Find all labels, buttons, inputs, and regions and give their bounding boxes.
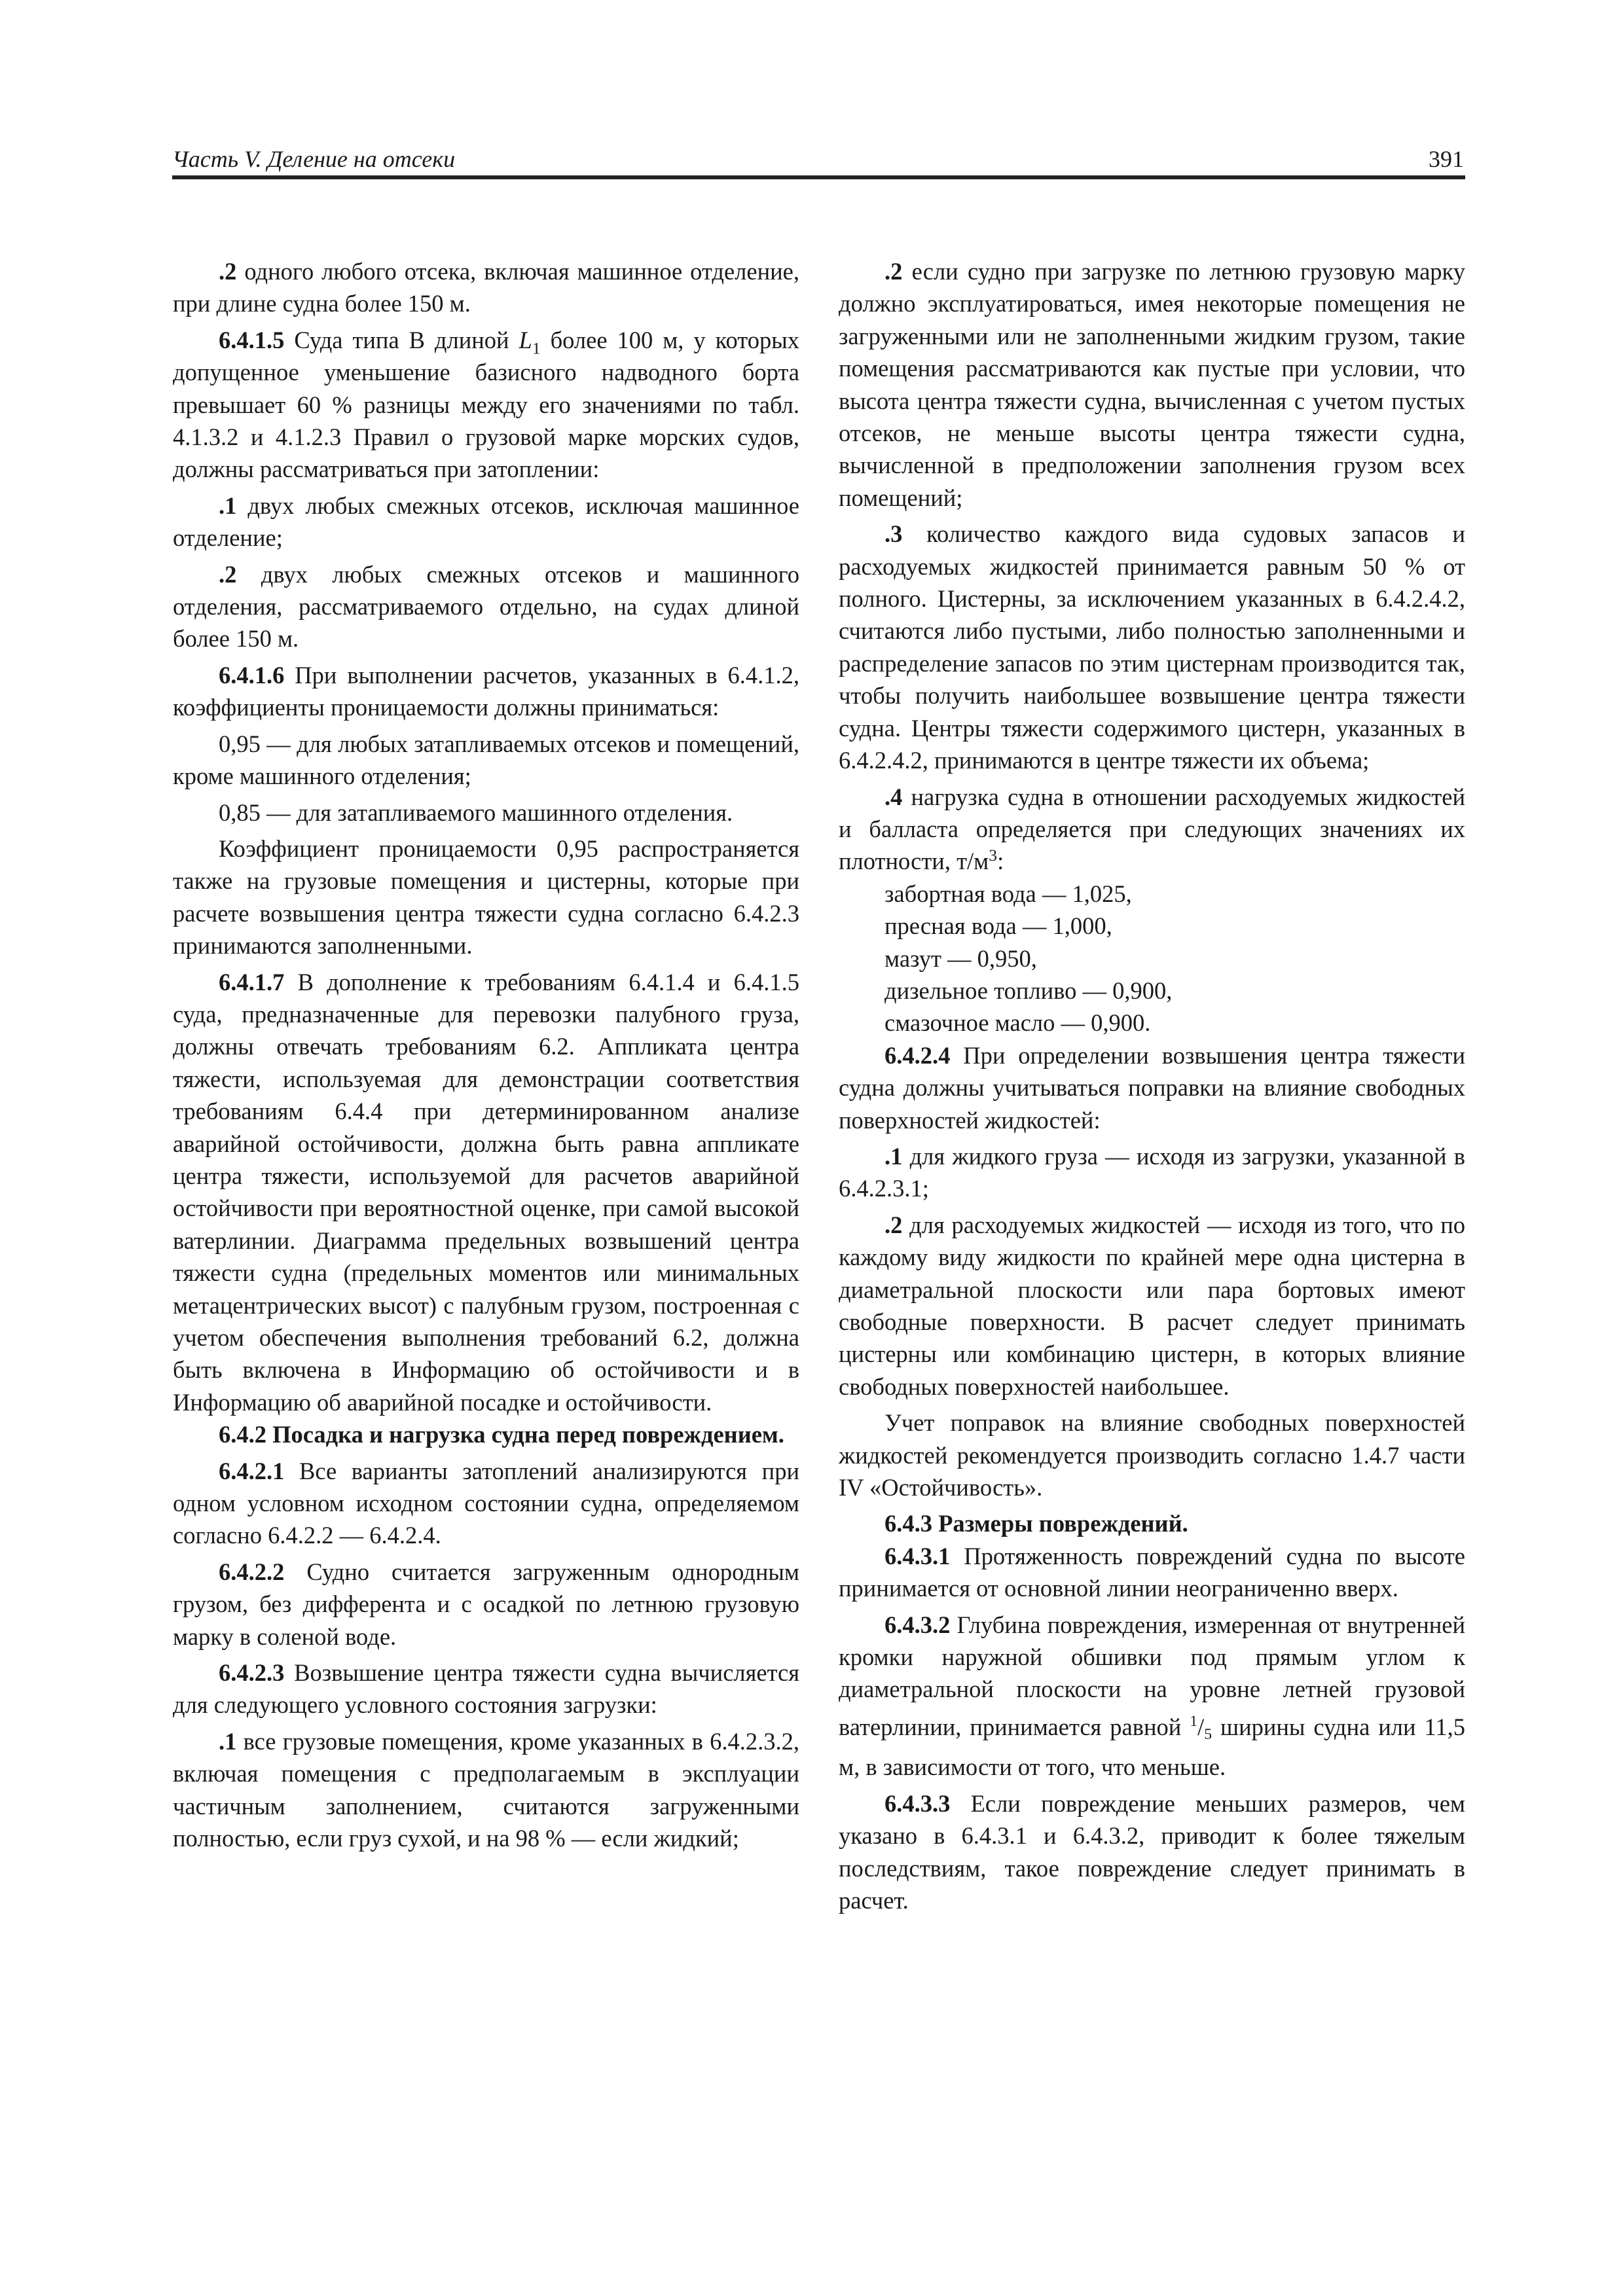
paragraph: 6.4.1.6 При выполнении расчетов, указанных в 6.4.1.2, коэффициенты проницаемости должны приниматься: — [173, 661, 799, 721]
paragraph: .3 количество каждого вида судовых запасов и расходуемых жидкостей принимается равным 50 % от полного. Цистерны, за исключением указанных в 6.4.2.4.2, считаются либо пустыми, либо полностью заполненными и распределение запасов по этим цистернам производится так, чтобы получить наибольшее возвышение центра тяжести судна. Центры тяжести содержимого цистерн, указанных в 6.4.2.4.2, принимаются в центре тяжести их объема; — [839, 520, 1465, 774]
fraction-numerator: 1 — [1190, 1712, 1198, 1730]
paragraph: 6.4.2.1 Все варианты затоплений анализируются при одном условном исходном состоянии судна, определяемом согласно 6.4.2.2 — 6.4.2.4. — [173, 1457, 799, 1549]
paragraph: 0,85 — для затапливаемого машинного отделения. — [219, 798, 733, 826]
paragraph: .1 двух любых смежных отсеков, исключая машинное отделение; — [173, 492, 799, 552]
paragraph: 6.4.3.3 Если повреждение меньших размеров, чем указано в 6.4.3.1 и 6.4.3.2, приводит к более тяжелым последствиям, такое повреждение следует принимать в расчет. — [839, 1789, 1465, 1914]
paragraph: 6.4.1.5 Суда типа B длиной $L_1$ более 100 м, у которых допущенное уменьшение базисного надводного борта превышает 60 % разницы между его значениями по табл. 4.1.3.2 и 4.1.2.3 Правил о грузовой марке морских судов, должны рассматриваться при затоплении: — [173, 326, 799, 483]
page-number: 391 — [1429, 146, 1464, 172]
paragraph: .2 если судно при загрузке по летнюю грузовую марку должно эксплуатироваться, имея некоторые помещения не загруженными или не заполненными жидким грузом, такие помещения рассматриваются как пустые при условии, что высота центра тяжести судна, вычисленная с учетом пустых отсеков, не меньше высоты центра тяжести судна, вычисленной в предположении заполнения грузом всех помещений; — [839, 258, 1465, 511]
paragraph: .2 для расходуемых жидкостей — исходя из того, что по каждому виду жидкости по крайней мере одна цистерна в диаметральной плоскости или пара бортовых имеют свободные поверхности. В расчет следует принимать цистерны или комбинацию цистерн, в которых влияние свободных поверхностей наибольшее. — [839, 1211, 1465, 1400]
paragraph: 0,95 — для любых затапливаемых отсеков и помещений, кроме машинного отделения; — [173, 730, 799, 790]
paragraph: Коэффициент проницаемости 0,95 распространяется также на грузовые помещения и цистерны, которые при расчете возвышения центра тяжести судна согласно 6.4.2.3 принимаются заполненными. — [173, 834, 799, 960]
list-item: дизельное топливо — 0,900, — [884, 977, 1173, 1004]
paragraph: 6.4.2.4 При определении возвышения центра тяжести судна должны учитываться поправки на влияние свободных поверхностей жидкостей: — [839, 1041, 1465, 1134]
paragraph: 6.4.3.1 Протяженность повреждений судна по высоте принимается от основной линии неограниченно вверх. — [839, 1542, 1465, 1602]
left-column — [173, 255, 799, 1855]
list-item: мазут — 0,950, — [884, 944, 1037, 972]
paragraph: 6.4.3.2 Глубина повреждения, измеренная от внутренней кромки наружной обшивки под прямым углом к диаметральной плоскости на уровне летней грузовой ватерлинии, принимается равной $^1$/5 ширины судна или 11,5 м, в зависимости от того, что меньше. — [839, 1611, 1465, 1781]
paragraph: .2 одного любого отсека, включая машинное отделение, при длине судна более 150 м. — [173, 258, 799, 317]
right-column — [839, 255, 1465, 1916]
page-header — [172, 147, 1465, 179]
list-item: смазочное масло — 0,900. — [884, 1009, 1151, 1037]
running-title: Часть V. Деление на отсеки — [172, 146, 456, 172]
paragraph: 6.4.2.2 Судно считается загруженным однородным грузом, без дифферента и с осадкой по летнюю грузовую марку в соленой воде. — [173, 1558, 799, 1650]
paragraph: Учет поправок на влияние свободных поверхностей жидкостей рекомендуется производить согласно 1.4.7 части IV «Остойчивость». — [839, 1409, 1465, 1501]
paragraph: 6.4.1.7 В дополнение к требованиям 6.4.1.4 и 6.4.1.5 суда, предназначенные для перевозки палубного груза, должны отвечать требованиям 6.2. Аппликата центра тяжести, используемая для демонстрации соответствия требованиям 6.4.4 при детерминированном анализе аварийной остойчивости, должна быть равна аппликате центра тяжести, используемой для расчетов аварийной остойчивости при вероятностной оценке, при самой высокой ватерлинии. Диаграмма предельных возвышений центра тяжести судна (предельных моментов или минимальных метацентрических высот) с палубным грузом, построенная с учетом обеспечения выполнения требований 6.2, должна быть включена в Информацию об остойчивости и в Информацию об аварийной посадке и остойчивости. — [173, 968, 799, 1416]
list-item: забортная вода — 1,025, — [884, 880, 1132, 907]
fraction-denominator: 5 — [1204, 1726, 1213, 1744]
paragraph: .1 для жидкого груза — исходя из загрузки, указанной в 6.4.2.3.1; — [839, 1142, 1465, 1202]
list-item: пресная вода — 1,000, — [884, 912, 1112, 940]
paragraph: 6.4.2.3 Возвышение центра тяжести судна вычисляется для следующего условного состояния загрузки: — [173, 1659, 799, 1719]
paragraph: .4 нагрузка судна в отношении расходуемых жидкостей и балласта определяется при следующих значениях их плотности, $т/м^3$: — [839, 783, 1465, 875]
paragraph: .1 все грузовые помещения, кроме указанных в 6.4.2.3.2, включая помещения с предполагаемым в эксплуации частичным заполнением, считаются загруженными полностью, если груз сухой, и на 98 % — если жидкий; — [173, 1727, 799, 1852]
section-heading: 6.4.3 Размеры повреждений. — [884, 1510, 1188, 1537]
section-heading: 6.4.2 Посадка и нагрузка судна перед повреждением. — [219, 1421, 784, 1448]
paragraph: .2 двух любых смежных отсеков и машинного отделения, рассматриваемого отдельно, на судах длиной более 150 м. — [173, 560, 799, 653]
